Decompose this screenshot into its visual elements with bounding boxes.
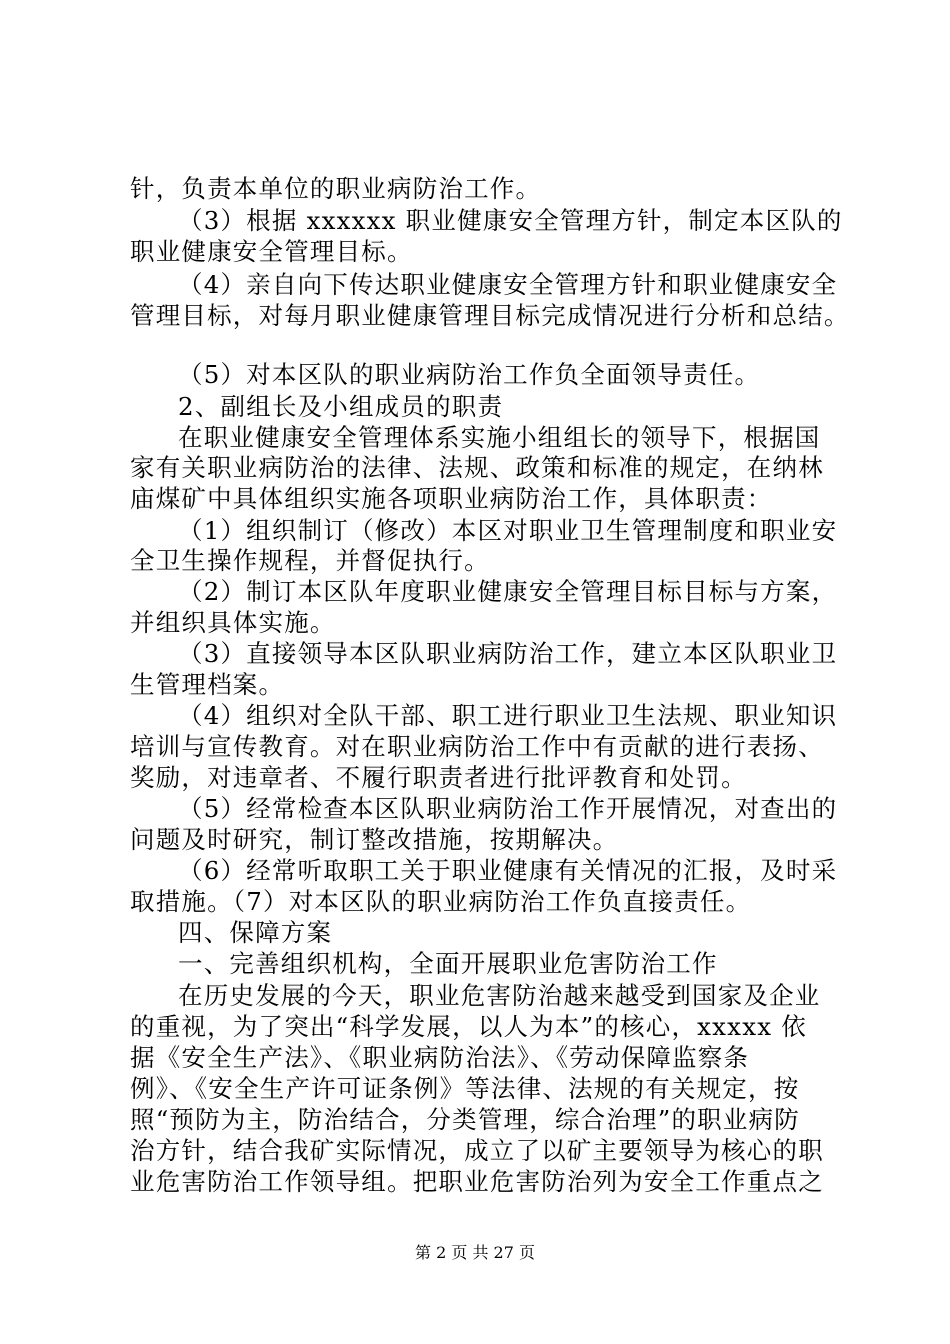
text-line: 在职业健康安全管理体系实施小组组长的领导下，根据国	[178, 423, 821, 452]
text-line: （3）直接领导本区队职业病防治工作，建立本区队职业卫	[178, 639, 838, 668]
text-line: 生管理档案。	[130, 670, 285, 699]
text-line: 奖励，对违章者、不履行职责者进行批评教育和处罚。	[130, 763, 747, 792]
page-number-footer: 第 2 页 共 27 页	[415, 1243, 535, 1262]
text-line: 并组织具体实施。	[130, 608, 336, 637]
text-line: 家有关职业病防治的法律、法规、政策和标准的规定，在纳林	[130, 453, 824, 482]
text-line: 职业健康安全管理目标。	[130, 237, 413, 266]
text-line: 照“预防为主，防治结合，分类管理，综合治理”的职业病防	[130, 1105, 800, 1134]
text-line: （5）对本区队的职业病防治工作负全面领导责任。	[178, 360, 761, 389]
text-line: 庙煤矿中具体组织实施各项职业病防治工作，具体职责：	[130, 484, 773, 513]
text-line: 业危害防治工作领导组。把职业危害防治列为安全工作重点之	[130, 1167, 824, 1196]
section-heading: 2、副组长及小组成员的职责	[178, 392, 504, 421]
text-line: 针，负责本单位的职业病防治工作。	[130, 174, 542, 203]
text-line: 例》、《安全生产许可证条例》等法律、法规的有关规定，按	[130, 1074, 800, 1103]
text-line: （4）组织对全队干部、职工进行职业卫生法规、职业知识	[178, 701, 838, 730]
text-line: （5）经常检查本区队职业病防治工作开展情况，对查出的	[178, 794, 838, 823]
text-line: 问题及时研究，制订整改措施，按期解决。	[130, 825, 619, 854]
section-heading: 一、完善组织机构，全面开展职业危害防治工作	[178, 949, 718, 978]
text-line: （2）制订本区队年度职业健康安全管理目标目标与方案，	[178, 577, 838, 606]
text-line: 培训与宣传教育。对在职业病防治工作中有贡献的进行表扬、	[130, 732, 824, 761]
text-line: 管理目标，对每月职业健康管理目标完成情况进行分析和总结。	[130, 301, 850, 330]
text-line: 全卫生操作规程，并督促执行。	[130, 546, 490, 575]
text-line: （6）经常听取职工关于职业健康有关情况的汇报，及时采	[178, 856, 838, 885]
text-line: （1）组织制订（修改）本区对职业卫生管理制度和职业安	[178, 516, 838, 545]
text-line: 据《安全生产法》、《职业病防治法》、《劳动保障监察条	[130, 1043, 750, 1072]
text-line: （4）亲自向下传达职业健康安全管理方针和职业健康安全	[178, 270, 838, 299]
text-line: 的重视，为了突出“科学发展，以人为本”的核心，xxxxx 依	[130, 1012, 807, 1041]
section-heading: 四、保障方案	[178, 918, 333, 947]
text-line: 治方针，结合我矿实际情况，成立了以矿主要领导为核心的职	[130, 1136, 824, 1165]
text-line: （3）根据 xxxxxx 职业健康安全管理方针，制定本区队的	[178, 206, 843, 235]
text-line: 取措施。（7）对本区队的职业病防治工作负直接责任。	[130, 887, 752, 916]
text-line: 在历史发展的今天，职业危害防治越来越受到国家及企业	[178, 981, 821, 1010]
